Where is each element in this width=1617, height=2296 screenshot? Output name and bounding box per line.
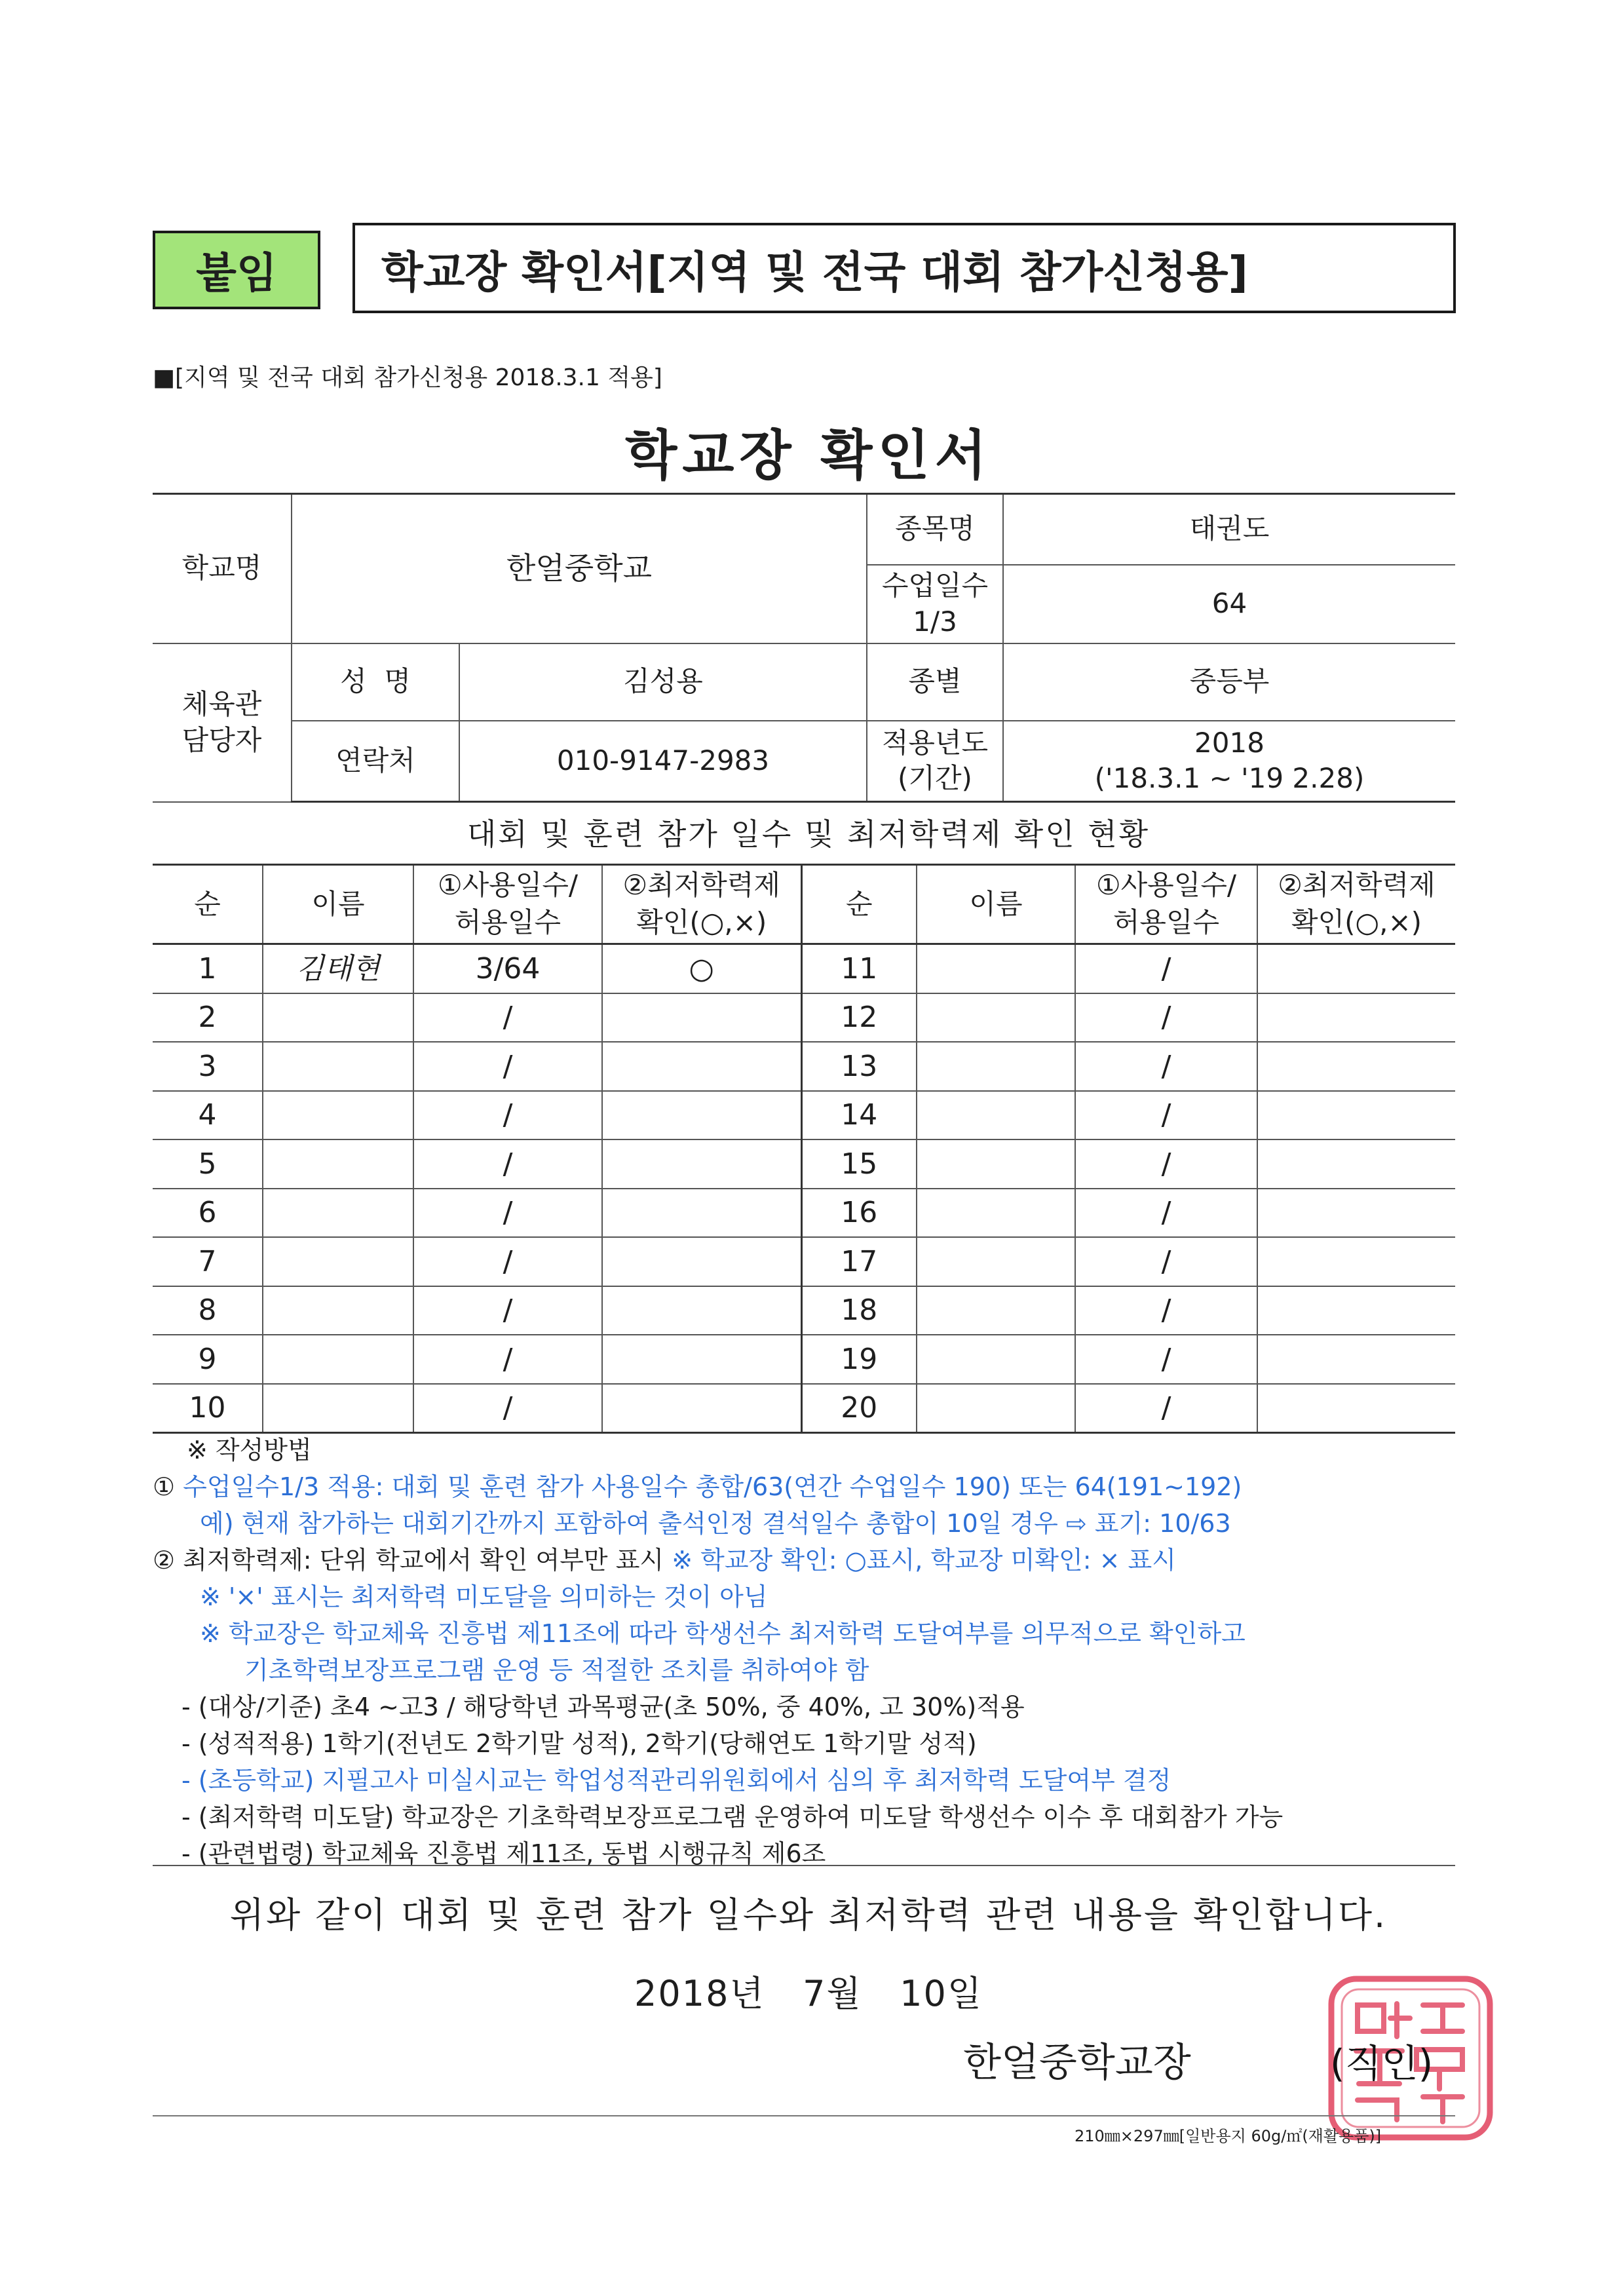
row-used: / <box>1075 944 1257 993</box>
row-no: 10 <box>153 1384 263 1433</box>
school-info-table <box>153 493 1455 803</box>
row-check <box>602 1139 801 1189</box>
attachment-badge: 붙임 <box>153 231 320 309</box>
year-label-line2: (기간) <box>898 762 972 795</box>
row-name <box>917 1384 1075 1433</box>
row-used: / <box>413 1335 602 1384</box>
header-check-line2: 확인(○,×) <box>636 906 767 938</box>
table-row <box>153 1091 1455 1140</box>
note-3: ※ '×' 표시는 최저학력 미도달을 의미하는 것이 아님 <box>200 1582 768 1611</box>
year-value <box>1003 721 1455 802</box>
row-no: 14 <box>801 1091 917 1140</box>
student-name-signature: 김태현 <box>263 944 413 993</box>
contact-label: 연락처 <box>292 721 459 802</box>
table-row <box>153 993 1455 1043</box>
roster-table <box>153 864 1455 1434</box>
row-used: / <box>413 1042 602 1091</box>
row-no: 6 <box>153 1189 263 1238</box>
row-check <box>602 1042 801 1091</box>
school-days-label-line1: 수업일수 <box>881 569 989 602</box>
row-check <box>1257 1384 1455 1433</box>
row-name <box>917 1286 1075 1335</box>
note-2 <box>153 1542 1463 1578</box>
table-row <box>153 1237 1455 1286</box>
row-check <box>1257 1042 1455 1091</box>
manager-label-line2: 담당자 <box>181 723 262 756</box>
school-days-value: 64 <box>1003 565 1455 643</box>
header-name: 이름 <box>263 865 413 944</box>
note-2-text: 최저학력제: 단위 학교에서 확인 여부만 표시 <box>183 1546 664 1575</box>
principal-name: 한얼중학교장 <box>963 2040 1191 2086</box>
issue-date: 2018년 7월 10일 <box>634 1973 983 2014</box>
year-period: ('18.3.1 ~ '19 2.28) <box>1094 762 1365 795</box>
row-no: 2 <box>153 993 263 1043</box>
row-no: 15 <box>801 1139 917 1189</box>
detail-5: - (관련법령) 학교체육 진흥법 제11조, 동법 시행규칙 제6조 <box>181 1839 826 1868</box>
table-row <box>153 1384 1455 1433</box>
category-label: 종별 <box>867 643 1003 721</box>
table-row <box>153 1286 1455 1335</box>
table-row <box>153 1042 1455 1091</box>
row-used: / <box>413 1139 602 1189</box>
year-value-line1: 2018 <box>1194 726 1265 759</box>
row-no: 8 <box>153 1286 263 1335</box>
row-name <box>917 1042 1075 1091</box>
row-name <box>917 1091 1075 1140</box>
event-value: 태권도 <box>1003 494 1455 565</box>
row-used: / <box>1075 1286 1257 1335</box>
table-row <box>153 1335 1455 1384</box>
row-used: / <box>413 1384 602 1433</box>
row-name <box>917 944 1075 993</box>
row-check <box>1257 944 1455 993</box>
table-row <box>153 1139 1455 1189</box>
row-check <box>1257 1286 1455 1335</box>
row-name <box>917 1335 1075 1384</box>
row-check <box>1257 1139 1455 1189</box>
table-row <box>153 1189 1455 1238</box>
header-used-line1: ①사용일수/ <box>437 869 579 902</box>
year-label-line1: 적용년도 <box>881 726 989 759</box>
row-check <box>602 1286 801 1335</box>
row-name <box>263 1139 413 1189</box>
row-name <box>917 993 1075 1043</box>
note-1 <box>153 1468 1463 1505</box>
detail-3: - (초등학교) 지필고사 미실시교는 학업성적관리위원회에서 심의 후 최저학력 도달여부 결정 <box>181 1766 1171 1795</box>
contact-value: 010-9147-2983 <box>459 721 867 802</box>
manager-label-line1: 체육관 <box>181 687 262 720</box>
event-label: 종목명 <box>867 494 1003 565</box>
category-value: 중등부 <box>1003 643 1455 721</box>
row-name <box>263 1237 413 1286</box>
note-4b: 기초학력보장프로그램 운영 등 적절한 조치를 취하여야 함 <box>244 1656 869 1685</box>
row-used: / <box>1075 1384 1257 1433</box>
row-check <box>602 1091 801 1140</box>
row-name <box>263 1286 413 1335</box>
row-no: 5 <box>153 1139 263 1189</box>
row-check <box>602 993 801 1043</box>
row-no: 7 <box>153 1237 263 1286</box>
header-used-days <box>413 865 602 944</box>
notes-heading: ※ 작성방법 <box>187 1436 312 1464</box>
row-name <box>263 1091 413 1140</box>
row-name <box>917 1189 1075 1238</box>
row-check <box>602 1384 801 1433</box>
paper-spec: 210㎜×297㎜[일반용지 60g/㎡(재활용품)] <box>1075 2127 1382 2145</box>
row-check <box>1257 993 1455 1043</box>
detail-4: - (최저학력 미도달) 학교장은 기초학력보장프로그램 운영하여 미도달 학생선수 이수 후 대회참가 가능 <box>181 1803 1284 1831</box>
page-title: 학교장 확인서 <box>625 425 992 487</box>
school-days-label-line2: 1/3 <box>913 605 957 638</box>
row-no: 17 <box>801 1237 917 1286</box>
school-value: 한얼중학교 <box>292 494 867 643</box>
application-note: ■[지역 및 전국 대회 참가신청용 2018.3.1 적용] <box>153 364 662 391</box>
row-used: / <box>1075 1042 1257 1091</box>
row-no: 11 <box>801 944 917 993</box>
note-2-mark: ※ 학교장 확인: ○표시, 학교장 미확인: × 표시 <box>672 1546 1176 1575</box>
header-check-line1: ②최저학력제 <box>1278 869 1436 902</box>
row-name <box>263 1335 413 1384</box>
note-4a: ※ 학교장은 학교체육 진흥법 제11조에 따라 학생선수 최저학력 도달여부를 의무적으로 확인하고 <box>200 1619 1246 1648</box>
row-used: / <box>1075 1189 1257 1238</box>
row-check <box>602 1237 801 1286</box>
row-check <box>1257 1237 1455 1286</box>
note-2-marker: ② <box>153 1546 176 1575</box>
footer-divider <box>153 2115 1455 2116</box>
header-used-line2: 허용일수 <box>1113 906 1220 938</box>
notes-divider <box>153 1865 1455 1866</box>
row-used: / <box>413 1237 602 1286</box>
header-check-line1: ②최저학력제 <box>622 869 780 902</box>
row-name <box>917 1139 1075 1189</box>
row-no: 3 <box>153 1042 263 1091</box>
header-no: 순 <box>153 865 263 944</box>
document-header-title: 학교장 확인서[지역 및 전국 대회 참가신청용] <box>352 223 1456 313</box>
header-name: 이름 <box>917 865 1075 944</box>
section-title: 대회 및 훈련 참가 일수 및 최저학력제 확인 현황 <box>466 816 1151 852</box>
row-check <box>602 1335 801 1384</box>
row-no: 20 <box>801 1384 917 1433</box>
row-no: 16 <box>801 1189 917 1238</box>
row-used: / <box>413 1189 602 1238</box>
header-check <box>1257 865 1455 944</box>
detail-2: - (성적적용) 1학기(전년도 2학기말 성적), 2학기(당해연도 1학기말 성적) <box>181 1729 977 1758</box>
header-used-line2: 허용일수 <box>454 906 561 938</box>
row-used: / <box>413 993 602 1043</box>
table-row <box>153 944 1455 993</box>
school-days-label <box>867 565 1003 643</box>
row-used: / <box>413 1286 602 1335</box>
row-no: 9 <box>153 1335 263 1384</box>
note-1-example: 예) 현재 참가하는 대회기간까지 포함하여 출석인정 결석일수 총합이 10일 경우 ⇨ 표기: 10/63 <box>200 1509 1231 1538</box>
school-label: 학교명 <box>153 494 292 643</box>
instructions <box>153 1432 1463 1872</box>
detail-1: - (대상/기준) 초4 ~고3 / 해당학년 과목평균(초 50%, 중 40%, 고 30%)적용 <box>181 1693 1025 1721</box>
row-used: / <box>1075 1237 1257 1286</box>
row-name <box>263 993 413 1043</box>
row-check: ○ <box>602 944 801 993</box>
confirmation-statement: 위와 같이 대회 및 훈련 참가 일수와 최저학력 관련 내용을 확인합니다. <box>229 1894 1388 1936</box>
header-check-line2: 확인(○,×) <box>1291 906 1422 938</box>
row-used: / <box>1075 1335 1257 1384</box>
row-used: / <box>1075 1139 1257 1189</box>
row-name <box>917 1237 1075 1286</box>
manager-label <box>153 643 292 802</box>
seal-label: (직인) <box>1330 2041 1434 2086</box>
note-1-text: 수업일수1/3 적용: 대회 및 훈련 참가 사용일수 총합/63(연간 수업일수 190) 또는 64(191~192) <box>183 1472 1242 1501</box>
row-used: / <box>413 1091 602 1140</box>
row-no: 18 <box>801 1286 917 1335</box>
row-no: 4 <box>153 1091 263 1140</box>
row-name <box>263 1384 413 1433</box>
row-no: 19 <box>801 1335 917 1384</box>
row-used: 3/64 <box>413 944 602 993</box>
row-no: 13 <box>801 1042 917 1091</box>
name-value: 김성용 <box>459 643 867 721</box>
row-no: 1 <box>153 944 263 993</box>
row-used: / <box>1075 1091 1257 1140</box>
row-check <box>1257 1335 1455 1384</box>
year-label <box>867 721 1003 802</box>
row-used: / <box>1075 993 1257 1043</box>
header-used-line1: ①사용일수/ <box>1095 869 1237 902</box>
note-1-marker: ① <box>153 1472 176 1501</box>
header-check <box>602 865 801 944</box>
header-used-days <box>1075 865 1257 944</box>
name-label: 성 명 <box>292 643 459 721</box>
row-name <box>263 1042 413 1091</box>
row-name <box>263 1189 413 1238</box>
row-check <box>1257 1189 1455 1238</box>
header-no: 순 <box>801 865 917 944</box>
row-no: 12 <box>801 993 917 1043</box>
row-check <box>1257 1091 1455 1140</box>
row-check <box>602 1189 801 1238</box>
